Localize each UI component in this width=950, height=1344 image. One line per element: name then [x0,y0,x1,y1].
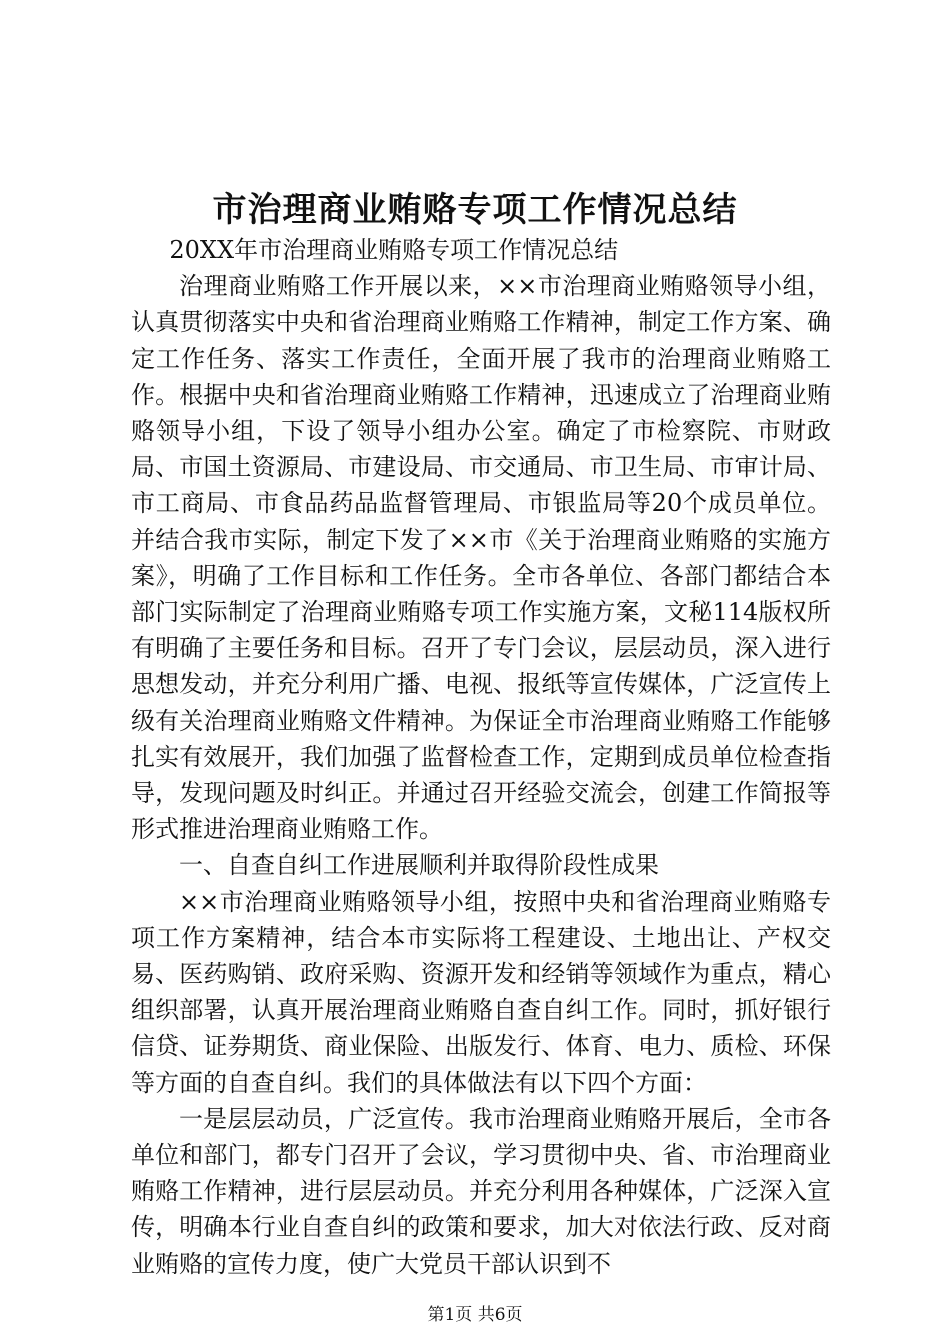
paragraph-self-inspection: ××市治理商业贿赂领导小组，按照中央和省治理商业贿赂专项工作方案精神，结合本市实际将工程建设、土地出让、产权交易、医药购销、政府采购、资源开发和经销等领域作为重点，精心组织部署，认真开展治理商业贿赂自查自纠工作。同时，抓好银行信贷、证券期货、商业保险、出版发行、体育、电力、质检、环保等方面的自查自纠。我们的具体做法有以下四个方面： [131,887,831,1097]
document-title: 市治理商业贿赂专项工作情况总结 [212,190,738,230]
document-subtitle: 20XX年市治理商业贿赂专项工作情况总结 [169,236,619,264]
paragraph-mobilization: 一是层层动员，广泛宣传。我市治理商业贿赂开展后，全市各单位和部门，都专门召开了会议，学习贯彻中央、省、市治理商业贿赂工作精神，进行层层动员。并充分利用各种媒体，广泛深入宣传，明确本行业自查自纠的政策和要求，加大对依法行政、反对商业贿赂的宣传力度，使广大党员干部认识到不 [131,1104,831,1278]
section-heading-1: 一、自查自纠工作进展顺利并取得阶段性成果 [179,851,659,880]
page-number: 第1页 共6页 [427,1305,523,1325]
document-body [131,232,831,1282]
paragraph-intro: 治理商业贿赂工作开展以来，××市治理商业贿赂领导小组，认真贯彻落实中央和省治理商业贿赂工作精神，制定工作方案、确定工作任务、落实工作责任，全面开展了我市的治理商业贿赂工作。根据中央和省治理商业贿赂工作精神，迅速成立了治理商业贿赂领导小组，下设了领导小组办公室。确定了市检察院、市财政局、市国土资源局、市建设局、市交通局、市卫生局、市审计局、市工商局、市食品药品监督管理局、市银监局等20个成员单位。并结合我市实际，制定下发了××市《关于治理商业贿赂的实施方案》，明确了工作目标和工作任务。全市各单位、各部门都结合本部门实际制定了治理商业贿赂专项工作实施方案，文秘114版权所有明确了主要任务和目标。召开了专门会议，层层动员，深入进行思想发动，并充分利用广播、电视、报纸等宣传媒体，广泛宣传上级有关治理商业贿赂文件精神。为保证全市治理商业贿赂工作能够扎实有效展开，我们加强了监督检查工作，定期到成员单位检查指导，发现问题及时纠正。并通过召开经验交流会，创建工作简报等形式推进治理商业贿赂工作。 [131,272,831,844]
